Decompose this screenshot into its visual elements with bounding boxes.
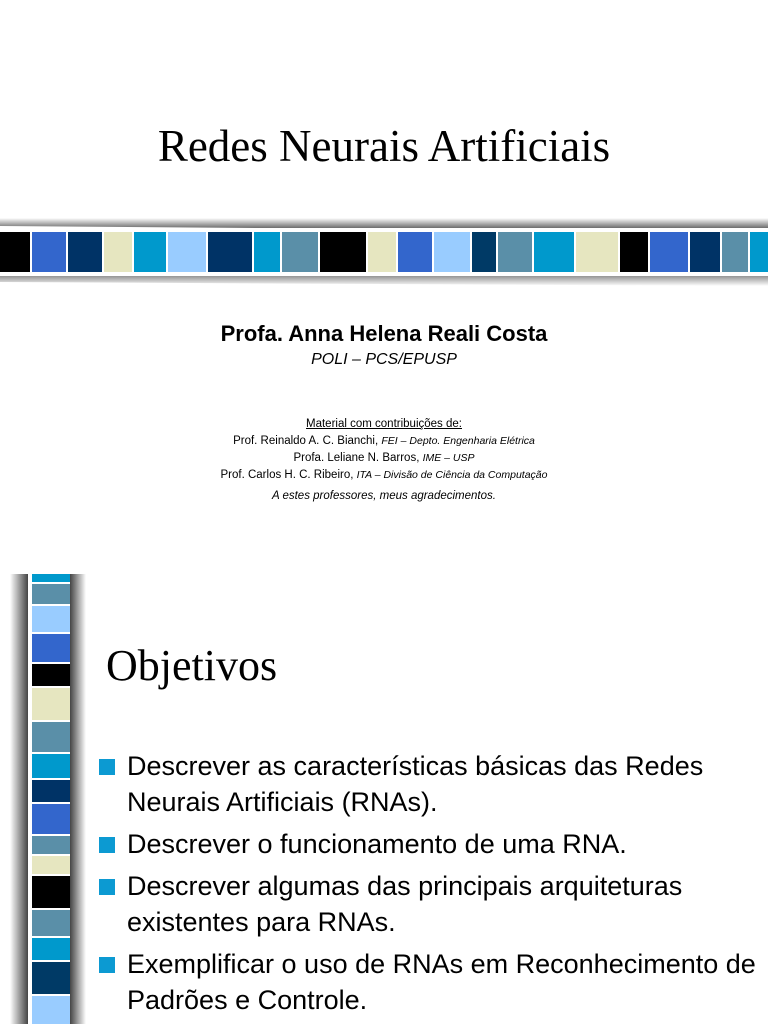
contributor-affiliation: FEI – Depto. Engenharia Elétrica — [381, 435, 535, 447]
author-institution: POLI – PCS/EPUSP — [311, 351, 457, 368]
list-item-text: Descrever as características básicas das Redes Neurais Artificiais (RNAs). — [127, 751, 704, 817]
contributor-name: Prof. Carlos H. C. Ribeiro, — [220, 469, 357, 481]
bullet-square-icon — [99, 957, 115, 973]
contributor-line — [0, 450, 768, 467]
acknowledgement: A estes professores, meus agradecimentos. — [272, 490, 496, 502]
slide-title: Objetivos — [106, 641, 278, 690]
list-item — [96, 748, 756, 820]
objectives-list — [96, 748, 756, 1024]
list-item — [96, 826, 756, 862]
contributors-block — [0, 416, 768, 484]
contributor-line — [0, 467, 768, 484]
contributor-affiliation: ITA – Divisão de Ciência da Computação — [356, 469, 548, 481]
bullet-square-icon — [99, 759, 115, 775]
list-item-text: Descrever algumas das principais arquiteturas existentes para RNAs. — [127, 871, 683, 937]
list-item-text: Descrever o funcionamento de uma RNA. — [127, 829, 627, 859]
decorative-vertical-stripe — [0, 574, 90, 1024]
objectives-slide — [0, 574, 768, 1024]
list-item-text: Exemplificar o uso de RNAs em Reconhecimento de Padrões e Controle. — [127, 949, 756, 1015]
contributors-heading: Material com contribuições de: — [306, 418, 462, 430]
contributor-name: Profa. Leliane N. Barros, — [293, 452, 423, 464]
contributor-affiliation: IME – USP — [422, 452, 475, 464]
bullet-square-icon — [99, 879, 115, 895]
list-item — [96, 946, 756, 1018]
contributor-line — [0, 433, 768, 450]
presentation-title: Redes Neurais Artificiais — [157, 121, 611, 171]
contributor-name: Prof. Reinaldo A. C. Bianchi, — [233, 435, 382, 447]
bullet-square-icon — [99, 837, 115, 853]
list-item — [96, 868, 756, 940]
decorative-color-stripe — [0, 212, 768, 292]
author-name: Profa. Anna Helena Reali Costa — [220, 321, 548, 346]
